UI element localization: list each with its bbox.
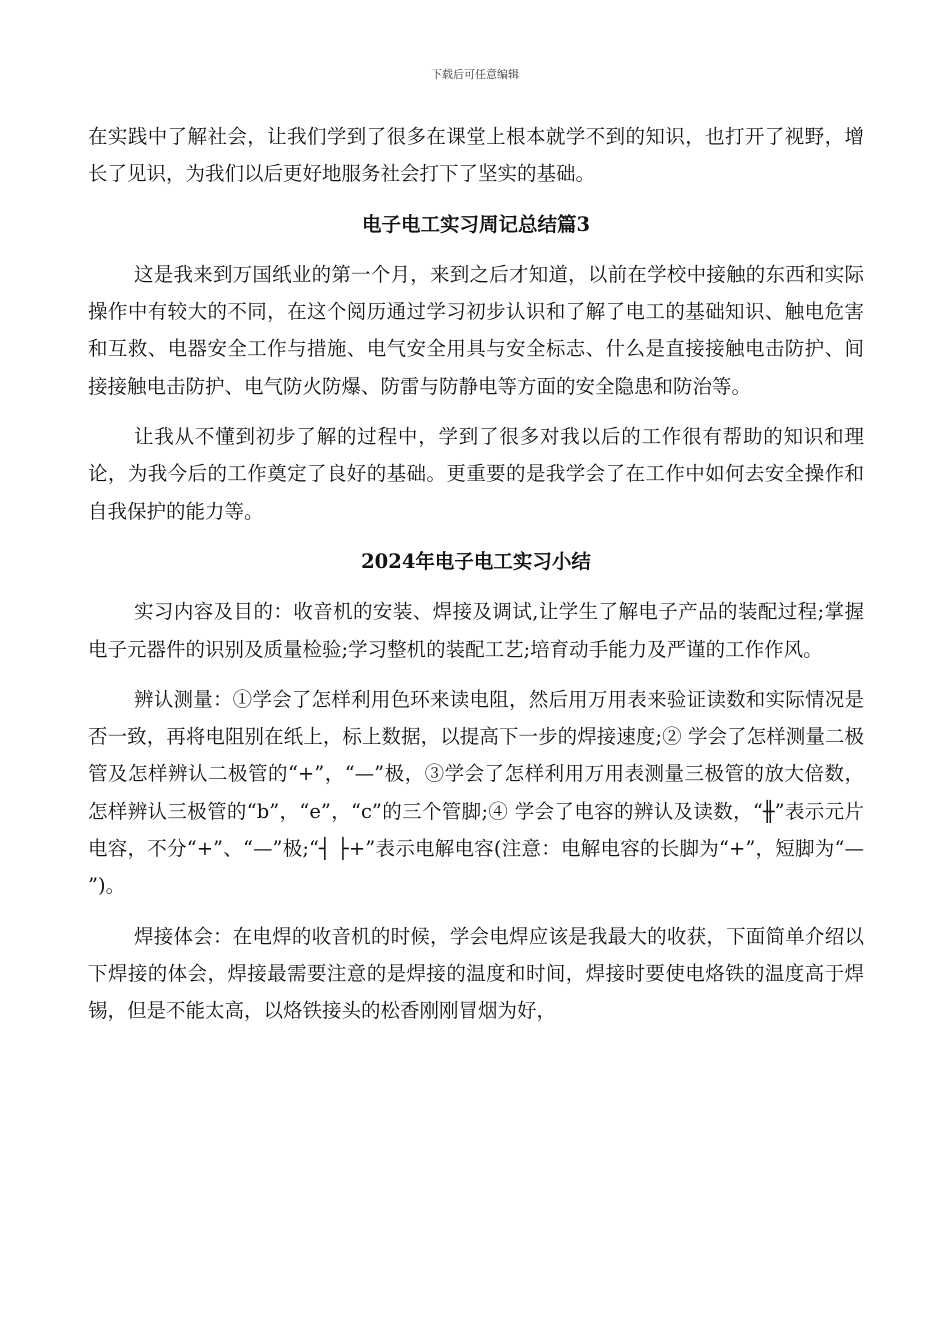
paragraph-soldering-experience: 焊接体会：在电焊的收音机的时候，学会电焊应该是我最大的收获，下面简单介绍以下焊接的体会，焊接最需要注意的是焊接的温度和时间，焊接时要使电烙铁的温度高于焊锡，但是不能太高，以烙铁接头的松香刚刚冒烟为好，: [88, 924, 864, 1023]
section-heading-2024-summary: 2024年电子电工实习小结: [361, 549, 591, 573]
paragraph-learning-process: 让我从不懂到初步了解的过程中，学到了很多对我以后的工作很有帮助的知识和理论，为我今后的工作奠定了良好的基础。更重要的是我学会了在工作中如何去安全操作和自我保护的能力等。: [88, 425, 864, 523]
paragraph-first-month: 这是我来到万国纸业的第一个月，来到之后才知道，以前在学校中接触的东西和实际操作中有较大的不同，在这个阅历通过学习初步认识和了解了电工的基础知识、触电危害和互救、电器安全工作与措施、电气安全用具与安全标志、什么是直接接触电击防护、间接接触电击防护、电气防火防爆、防雷与防静电等方面的安全隐患和防治等。: [88, 262, 864, 398]
paragraph-intro-continuation: 在实践中了解社会，让我们学到了很多在课堂上根本就学不到的知识，也打开了视野，增长了见识，为我们以后更好地服务社会打下了坚实的基础。: [88, 125, 864, 186]
paragraph-content-and-purpose: 实习内容及目的：收音机的安装、焊接及调试,让学生了解电子产品的装配过程;掌握电子元器件的识别及质量检验;学习整机的装配工艺;培育动手能力及严谨的工作作风。: [88, 600, 864, 661]
page-header-note: 下载后可任意编辑: [431, 68, 519, 81]
paragraph-identification-measurement: 辨认测量：①学会了怎样利用色环来读电阻，然后用万用表来验证读数和实际情况是否一致，再将电阻别在纸上，标上数据，以提高下一步的焊接速度;② 学会了怎样测量二极管及怎样辨认二极管的“+”，“—”极，③学会了怎样利用万用表测量三极管的放大倍数，怎样辨认三极管的“b”，“e”，“c”的三个管脚;④ 学会了电容的辨认及读数，“╫”表示元片电容，不分“+”、“—”极;“┤ ├+”表示电解电容(注意：电解电容的长脚为“+”，短脚为“— ”)。: [88, 687, 864, 898]
section-heading-weekly-summary-3: 电子电工实习周记总结篇3: [361, 212, 591, 236]
document-body: [88, 118, 864, 1030]
